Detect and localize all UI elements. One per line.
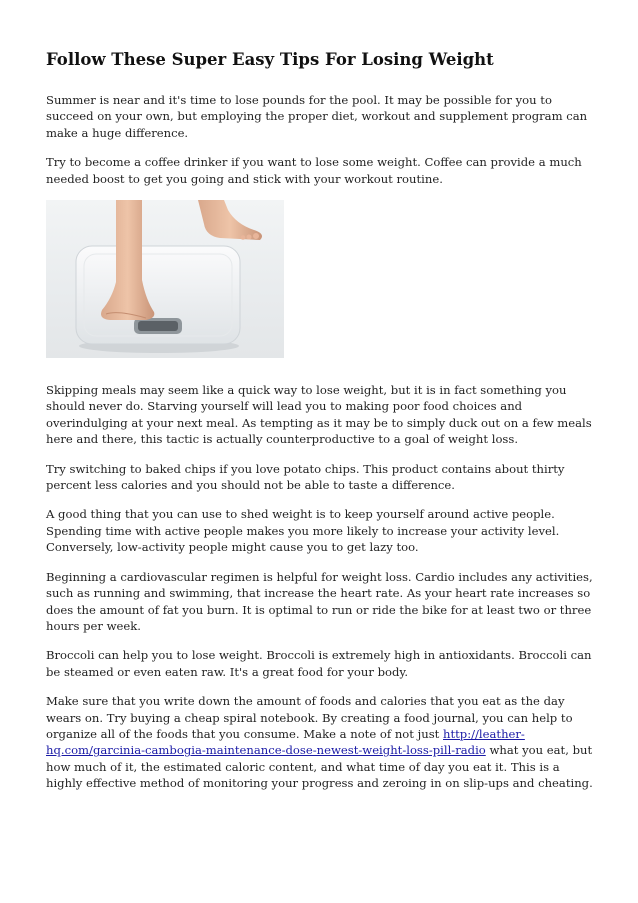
paragraph-food-journal: [46, 693, 594, 791]
food-journal-text-end: what you eat, but how much of it, the estimated caloric content, and what time of day you eat it. This is a highly effective method of monitoring your progress and zeroing in on slip-ups and cheating.: [46, 743, 593, 791]
food-journal-text-start: Make sure that you write down the amount of foods and calories that you eat as the day wears on. Try buying a cheap spiral notebook. By creating a food journal, you can help to organize all of the foods that you consume. Make a note of not just: [46, 694, 573, 741]
paragraph-cardio: Beginning a cardiovascular regimen is helpful for weight loss. Cardio includes any activities, such as running and swimming, that increase the heart rate. As your heart rate increases so does the amount of fat you burn. It is optimal to run or ride the bike for at least two or three hours per week.: [46, 569, 593, 633]
paragraph-active-people: A good thing that you can use to shed weight is to keep yourself around active people. Spending time with active people makes you more likely to increase your activity level. Conversely, low-activity people might cause you to get lazy too.: [46, 507, 560, 555]
paragraph-coffee: Try to become a coffee drinker if you want to lose some weight. Coffee can provide a much needed boost to get you going and stick with your workout routine.: [46, 155, 582, 186]
page-title: Follow These Super Easy Tips For Losing Weight: [46, 50, 494, 69]
scale-feet-illustration: [46, 200, 284, 358]
paragraph-baked-chips: Try switching to baked chips if you love potato chips. This product contains about thirty percent less calories and you should not be able to taste a difference.: [46, 461, 565, 493]
document-page: [46, 48, 594, 805]
paragraph-skipping-meals: Skipping meals may seem like a quick way to lose weight, but it is in fact something you should never do. Starving yourself will lead you to making poor food choices and overindulging at your next meal. As tempting as it may be to simply duck out on a few meals here and there, this tactic is actually counterproductive to a goal of weight loss.: [46, 383, 592, 447]
paragraph-broccoli: Broccoli can help you to lose weight. Broccoli is extremely high in antioxidants. Broccoli can be steamed or even eaten raw. It's a great food for your body.: [46, 648, 592, 679]
paragraph-intro: Summer is near and it's time to lose pounds for the pool. It may be possible for you to succeed on your own, but employing the proper diet, workout and supplement program can make a huge difference.: [46, 93, 588, 140]
scale-feet-photo: [46, 200, 284, 358]
garcinia-link[interactable]: http://leather-hq.com/garcinia-cambogia-maintenance-dose-newest-weight-loss-pill-radio: [46, 726, 525, 758]
